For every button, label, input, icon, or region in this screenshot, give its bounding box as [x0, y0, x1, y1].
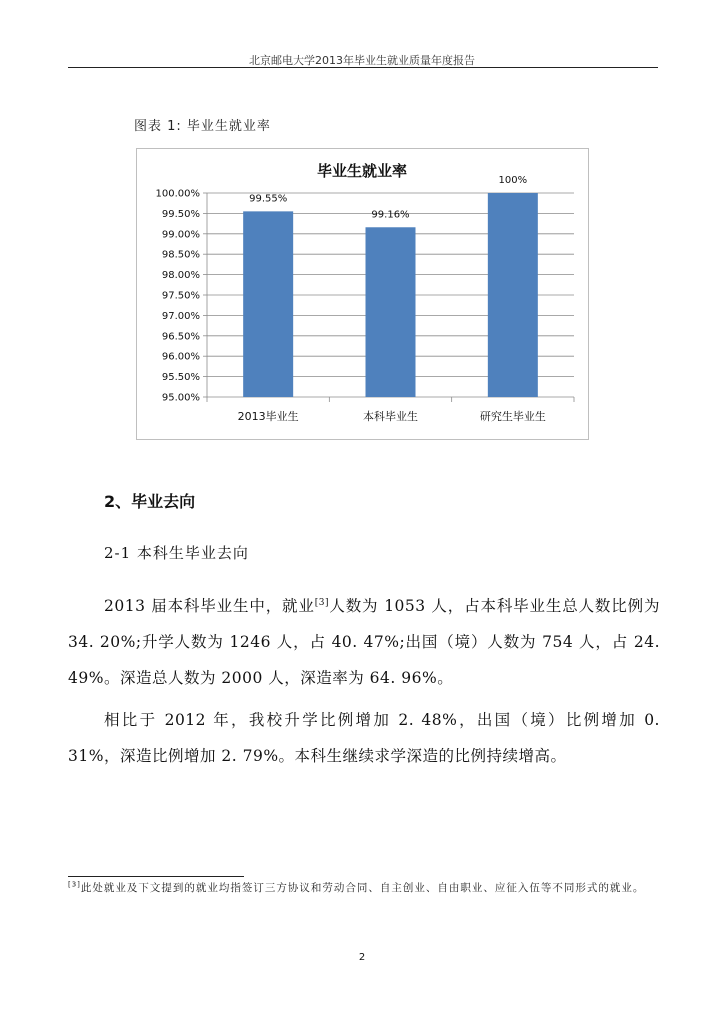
y-tick-label: 100.00%	[155, 188, 200, 200]
y-tick-label: 96.50%	[161, 331, 200, 343]
page-number: 2	[358, 952, 366, 963]
chart-svg	[137, 149, 588, 439]
footnote-text: 此处就业及下文提到的就业均指签订三方协议和劳动合同、自主创业、自由职业、应征入伍等不同形式的就业。	[80, 882, 645, 894]
x-category-label: 2013毕业生	[237, 410, 299, 423]
y-tick-label: 96.00%	[161, 351, 200, 363]
y-tick-label: 98.50%	[161, 249, 200, 261]
y-tick-label: 99.00%	[161, 229, 200, 241]
bar	[243, 211, 293, 397]
section-heading: 2、毕业去向	[104, 492, 196, 511]
y-tick-label: 99.50%	[161, 208, 200, 220]
x-category-label: 本科毕业生	[363, 410, 418, 423]
y-tick-label: 95.50%	[161, 372, 200, 384]
footnote-reference[interactable]: [3]	[314, 597, 329, 608]
paragraph-undergrad-destination	[68, 588, 660, 696]
chart-title: 毕业生就业率	[316, 162, 408, 180]
x-category-label: 研究生毕业生	[479, 410, 546, 423]
y-tick-label: 98.00%	[161, 270, 200, 282]
figure-caption: 图表 1: 毕业生就业率	[134, 119, 271, 134]
footnote-rule	[68, 876, 244, 877]
bar	[488, 193, 538, 397]
footnote	[68, 880, 660, 897]
bar-data-label: 100%	[498, 175, 528, 186]
footnote-marker: [3]	[68, 880, 81, 889]
employment-rate-chart	[136, 148, 589, 440]
bar	[366, 227, 416, 397]
y-tick-label: 97.00%	[161, 310, 200, 322]
bar-data-label: 99.16%	[371, 209, 410, 221]
page-header-title: 北京邮电大学2013年毕业生就业质量年度报告	[249, 54, 475, 67]
header-rule	[68, 67, 658, 68]
subsection-heading: 2-1 本科生毕业去向	[104, 544, 249, 562]
paragraph-text-a: 2013 届本科毕业生中，就业	[104, 597, 315, 615]
paragraph-text-b: 人数为 1053 人，占本科毕业生总人数比例为 34. 20%;升学人数为 1246 人，占 40. 47%;出国（境）人数为 754 人，占 24. 49%。深造总人数为 2000 人，深造率为 64. 96%。	[68, 597, 660, 687]
y-tick-label: 95.00%	[161, 392, 200, 404]
paragraph-comparison: 相比于 2012 年，我校升学比例增加 2. 48%，出国（境）比例增加 0. 31%，深造比例增加 2. 79%。本科生继续求学深造的比例持续增高。	[68, 711, 660, 765]
y-tick-label: 97.50%	[161, 290, 200, 302]
bar-data-label: 99.55%	[249, 193, 288, 205]
